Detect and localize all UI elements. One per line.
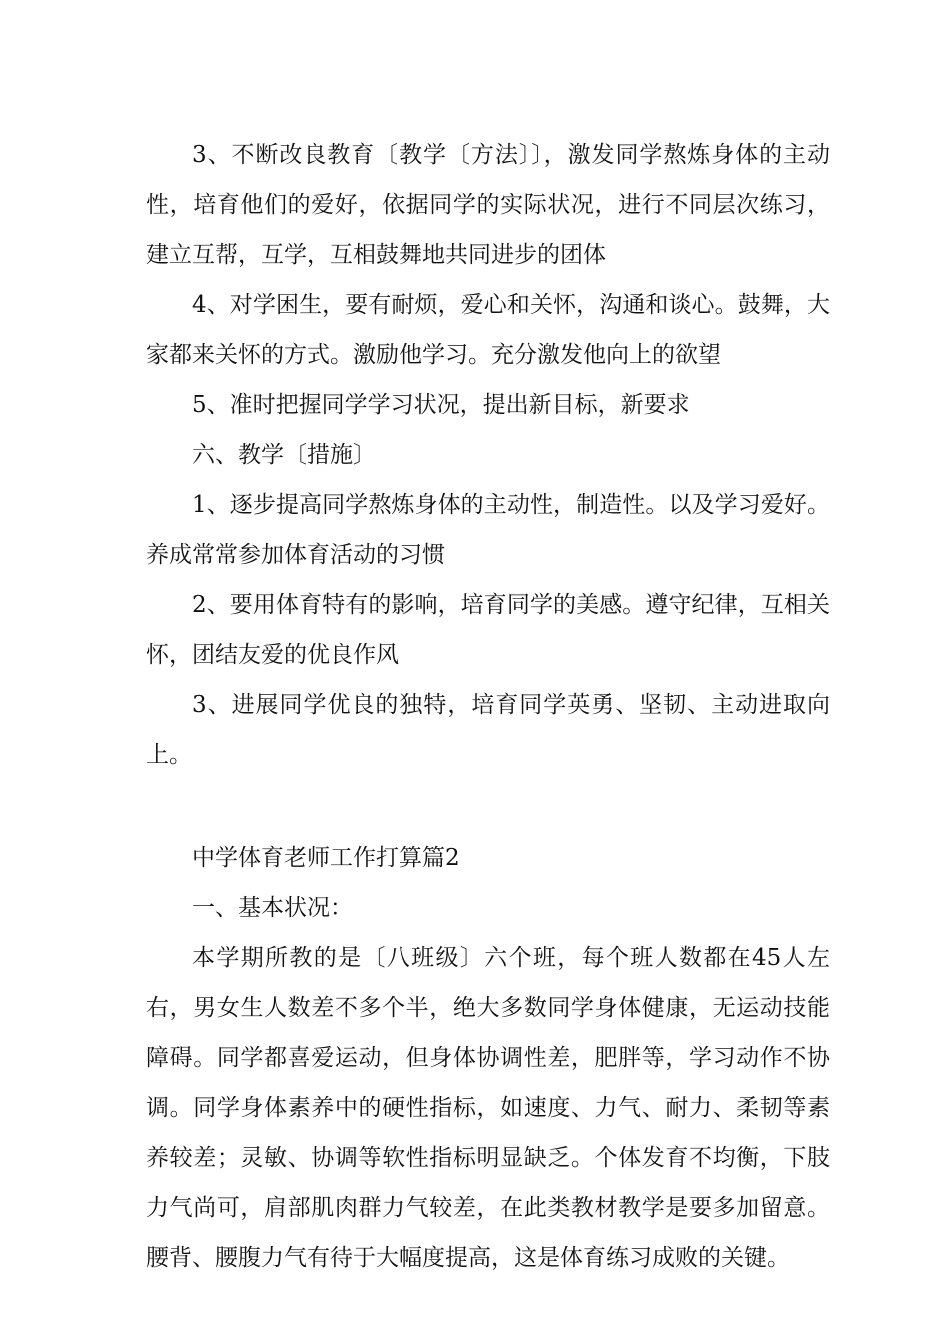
paragraph-method-improvement: 3、不断改良教育〔教学〔方法〕〕，激发同学熬炼身体的主动性，培育他们的爱好，依据同学的实际状况，进行不同层次练习，建立互帮，互学，互相鼓舞地共同进步的团体 <box>146 142 830 268</box>
paragraph-measure-1: 1、逐步提高同学熬炼身体的主动性，制造性。以及学习爱好。养成常常参加体育活动的习惯 <box>146 492 830 568</box>
paragraph-measure-3: 3、进展同学优良的独特，培育同学英勇、坚韧、主动进取向上。 <box>146 692 830 768</box>
paragraph-basic-situation: 本学期所教的是〔八班级〕六个班，每个班人数都在45人左右，男女生人数差不多个半，绝大多数同学身体健康，无运动技能障碍。同学都喜爱运动，但身体协调性差，肥胖等，学习动作不协调。同学身体素养中的硬性指标，如速度、力气、耐力、柔韧等素养较差；灵敏、协调等软性指标明显缺乏。个体发育不均衡，下肢力气尚可，肩部肌肉群力气较差，在此类教材教学是要多加留意。腰背、腰腹力气有待于大幅度提高，这是体育练习成败的关键。 <box>146 945 830 1271</box>
heading-teaching-measures: 六、教学〔措施〕 <box>192 442 376 468</box>
heading-basic-situation: 一、基本状况： <box>192 895 353 921</box>
section-title: 中学体育老师工作打算篇2 <box>192 845 460 871</box>
paragraph-measure-2: 2、要用体育特有的影响，培育同学的美感。遵守纪律，互相关怀，团结友爱的优良作风 <box>146 592 830 668</box>
paragraph-struggling-students: 4、对学困生，要有耐烦，爱心和关怀，沟通和谈心。鼓舞，大家都来关怀的方式。激励他学习。充分激发他向上的欲望 <box>146 292 830 368</box>
section-gap <box>146 780 830 833</box>
document-body <box>146 130 830 1283</box>
paragraph-timely-feedback: 5、准时把握同学学习状况，提出新目标，新要求 <box>192 392 690 418</box>
